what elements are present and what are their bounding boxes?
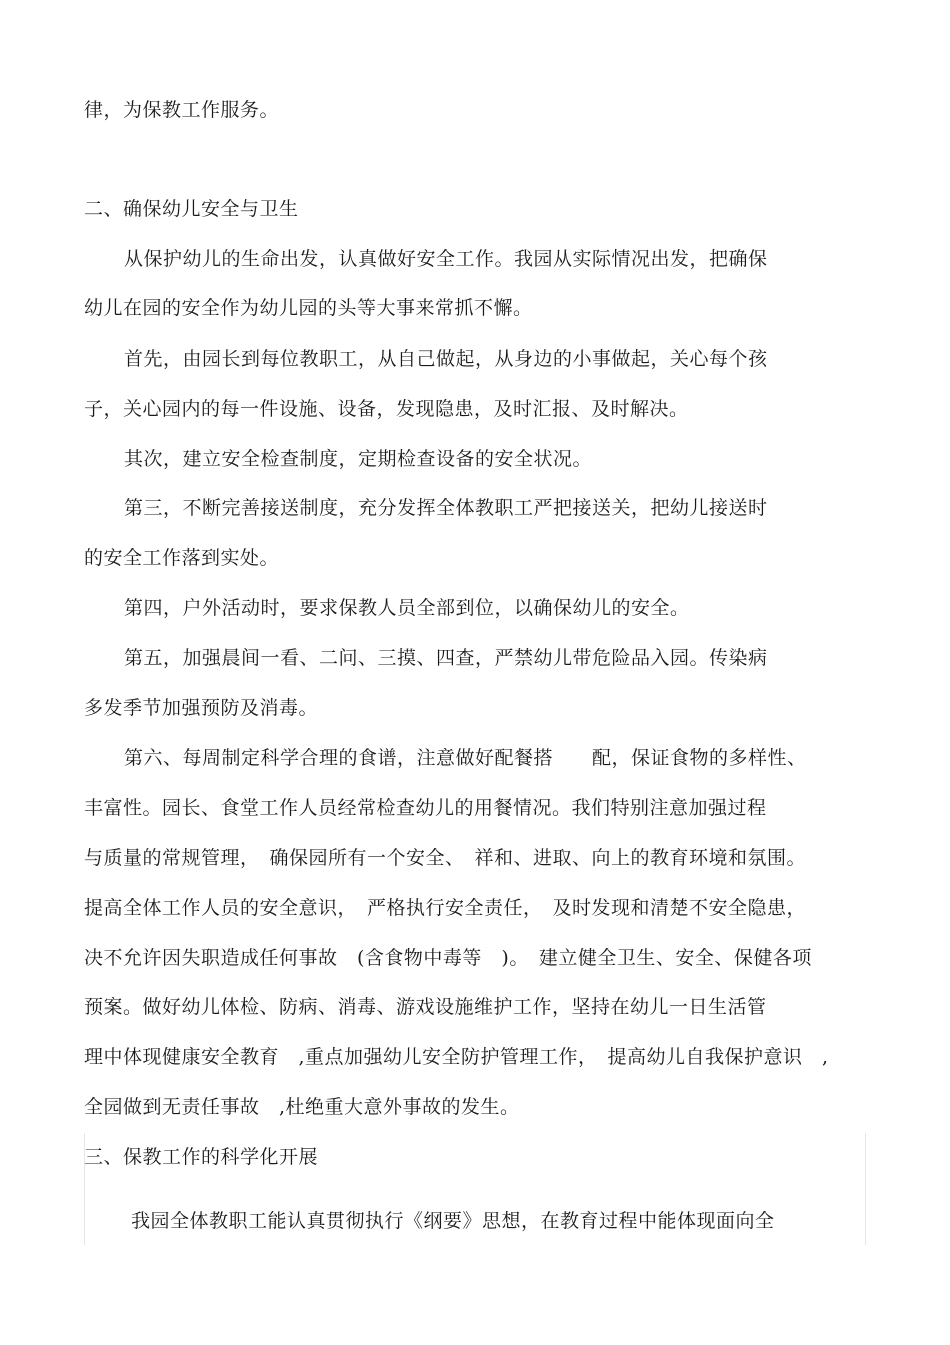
paragraph-line: 预案。做好幼儿体检、防病、消毒、游戏设施维护工作，坚持在幼儿一日生活管 bbox=[84, 996, 767, 1018]
paragraph-line: 全园做到无责任事故 ,杜绝重大意外事故的发生。 bbox=[84, 1096, 520, 1118]
section-heading-2: 二、确保幼儿安全与卫生 bbox=[84, 198, 299, 220]
paragraph-continuation: 律，为保教工作服务。 bbox=[84, 99, 280, 121]
paragraph-line: 的安全工作落到实处。 bbox=[84, 547, 280, 569]
paragraph-line: 提高全体工作人员的安全意识， 严格执行安全责任， 及时发现和清楚不安全隐患， bbox=[84, 897, 807, 919]
paragraph-line: 其次，建立安全检查制度，定期检查设备的安全状况。 bbox=[124, 448, 593, 470]
paragraph-line: 理中体现健康安全教育 ,重点加强幼儿安全防护管理工作， 提高幼儿自我保护意识 , bbox=[84, 1046, 829, 1068]
paragraph-line: 第五，加强晨间一看、二问、三摸、四查，严禁幼儿带危险品入园。传染病 bbox=[124, 647, 768, 669]
paragraph-line: 决不允许因失职造成任何事故 (含食物中毒等 )。 建立健全卫生、安全、保健各项 bbox=[84, 947, 812, 969]
paragraph-line: 多发季节加强预防及消毒。 bbox=[84, 697, 319, 719]
paragraph-line: 首先，由园长到每位教职工，从自己做起，从身边的小事做起，关心每个孩 bbox=[124, 348, 768, 370]
paragraph-line: 我园全体教职工能认真贯彻执行《纲要》思想，在教育过程中能体现面向全 bbox=[131, 1210, 775, 1232]
paragraph-line: 第三，不断完善接送制度，充分发挥全体教职工严把接送关，把幼儿接送时 bbox=[124, 497, 768, 519]
paragraph-line: 第四，户外活动时，要求保教人员全部到位，以确保幼儿的安全。 bbox=[124, 597, 690, 619]
paragraph-line: 第六、每周制定科学合理的食谱，注意做好配餐搭 配，保证食物的多样性、 bbox=[124, 747, 807, 769]
paragraph-line: 子，关心园内的每一件设施、设备，发现隐患，及时汇报、及时解决。 bbox=[84, 398, 689, 420]
paragraph-line: 与质量的常规管理， 确保园所有一个安全、 祥和、进取、向上的教育环境和氛围。 bbox=[84, 847, 807, 869]
paragraph-line: 从保护幼儿的生命出发，认真做好安全工作。我园从实际情况出发，把确保 bbox=[124, 248, 768, 270]
paragraph-line: 幼儿在园的安全作为幼儿园的头等大事来常抓不懈。 bbox=[84, 297, 533, 319]
paragraph-line: 丰富性。园长、食堂工作人员经常检查幼儿的用餐情况。我们特别注意加强过程 bbox=[84, 797, 767, 819]
section-heading-3: 三、保教工作的科学化开展 bbox=[84, 1146, 319, 1168]
